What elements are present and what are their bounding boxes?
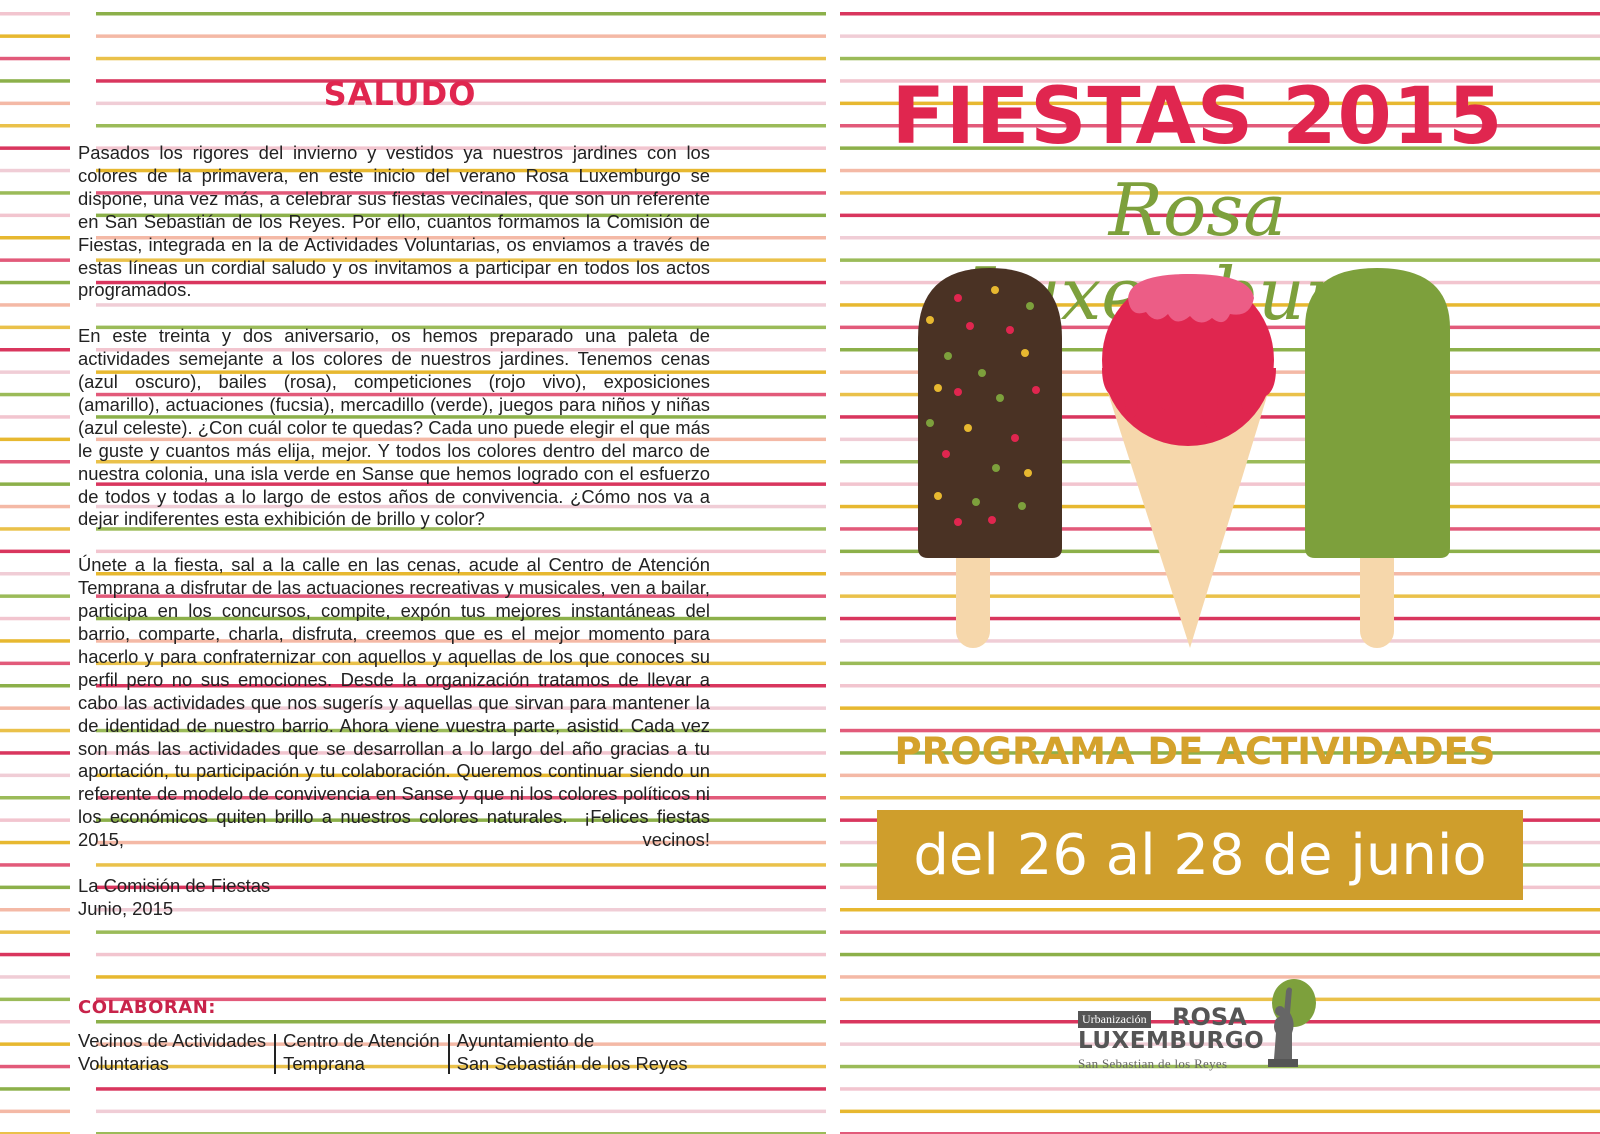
chocolate-popsicle-icon bbox=[918, 268, 1062, 648]
stripe bbox=[840, 12, 1600, 16]
signature-date: Junio, 2015 bbox=[78, 897, 174, 919]
stripe bbox=[96, 1087, 826, 1091]
collaborators-list bbox=[78, 1030, 688, 1076]
stripe bbox=[0, 102, 70, 106]
stripe bbox=[0, 191, 70, 195]
stripe bbox=[0, 214, 70, 218]
stripe bbox=[0, 1042, 70, 1046]
stripe bbox=[0, 79, 70, 83]
sprinkle bbox=[1006, 326, 1014, 334]
letter-paragraph-2: En este treinta y dos aniversario, os hemos preparado una paleta de actividades semejante a los colores de nuestros jardines. Tenemos cenas (azul oscuro), bailes (rosa), competiciones (rojo vivo), exposiciones (amarillo), actuaciones (fucsia), mercadillo (verde), juegos para niños y niñas (azul celeste). ¿Con cuál color te quedas? Cada uno puede elegir el que más le guste y cuantos más elija, mejor. Y todos los colores dentro del marco de nuestra colonia, una isla verde en Sanse que hemos logrado con el esfuerzo de todos y todas a lo largo de estos años de convivencia. ¿Cómo nos va a dejar indiferentes esta exhibición de brillo y color? bbox=[78, 325, 710, 530]
stripe bbox=[96, 953, 826, 957]
collaborator-divider bbox=[274, 1034, 276, 1074]
stripe bbox=[0, 886, 70, 890]
stripe bbox=[0, 662, 70, 666]
stripe bbox=[840, 706, 1600, 710]
sprinkle bbox=[926, 316, 934, 324]
stripe bbox=[0, 482, 70, 486]
stripe bbox=[840, 684, 1600, 688]
stripe bbox=[0, 706, 70, 710]
stripe bbox=[96, 12, 826, 16]
greeting-letter bbox=[78, 142, 710, 875]
stripe bbox=[0, 1065, 70, 1069]
stripe bbox=[0, 505, 70, 509]
stripe bbox=[840, 796, 1600, 800]
sprinkle bbox=[978, 369, 986, 377]
stripe bbox=[0, 438, 70, 442]
tree-statue-icon bbox=[1258, 977, 1318, 1069]
dates-banner bbox=[877, 810, 1523, 900]
green-popsicle-icon bbox=[1305, 268, 1450, 648]
stripe bbox=[0, 393, 70, 397]
collaborator-item bbox=[457, 1030, 688, 1076]
stripe bbox=[0, 1020, 70, 1024]
sprinkle bbox=[992, 464, 1000, 472]
sprinkle bbox=[988, 516, 996, 524]
colaboran-heading: COLABORAN: bbox=[78, 997, 216, 1018]
letter-paragraph-1: Pasados los rigores del invierno y vestidos ya nuestros jardines con los colores de la primavera, en este inicio del verano Rosa Luxemburgo se dispone, una vez más, a celebrar sus fiestas vecinales, que son un referente en San Sebastián de los Reyes. Por ello, cuantos formamos la Comisión de Fiestas, integrada en la de Actividades Voluntarias, os enviamos a través de estas líneas un cordial saludo y os invitamos a participar en todos los actos programados. bbox=[78, 142, 710, 301]
collaborator-item bbox=[78, 1030, 266, 1076]
stripe bbox=[0, 303, 70, 307]
sprinkle bbox=[996, 394, 1004, 402]
fiestas-title: FIESTAS 2015 bbox=[891, 72, 1504, 162]
stripe bbox=[0, 908, 70, 912]
collaborator-divider bbox=[448, 1034, 450, 1074]
sprinkle bbox=[1024, 469, 1032, 477]
sprinkle bbox=[964, 424, 972, 432]
ice-cream-cone-icon bbox=[1102, 274, 1276, 648]
sprinkle bbox=[1021, 349, 1029, 357]
stripe bbox=[0, 594, 70, 598]
stripe bbox=[0, 998, 70, 1002]
stripe bbox=[0, 617, 70, 621]
stripe bbox=[96, 57, 826, 61]
collaborator-line: Voluntarias bbox=[78, 1052, 169, 1074]
dates-text: del 26 al 28 de junio bbox=[913, 822, 1487, 888]
stripe bbox=[0, 684, 70, 688]
stripe bbox=[0, 550, 70, 554]
stripe bbox=[0, 572, 70, 576]
program-heading: PROGRAMA DE ACTIVIDADES bbox=[894, 730, 1496, 773]
stripe bbox=[0, 124, 70, 128]
stripe bbox=[0, 729, 70, 733]
stripe bbox=[0, 930, 70, 934]
rosa-luxemburgo-subtitle: Rosa bbox=[1108, 168, 1287, 252]
logo-name-rosa: ROSA bbox=[1172, 1003, 1247, 1031]
collaborator-line: San Sebastián de los Reyes bbox=[456, 1052, 688, 1074]
stripe bbox=[0, 370, 70, 374]
signature bbox=[78, 875, 270, 921]
stripe bbox=[840, 774, 1600, 778]
stripe bbox=[0, 639, 70, 643]
sprinkle bbox=[954, 518, 962, 526]
stripe bbox=[840, 34, 1600, 38]
stripe bbox=[96, 1020, 826, 1024]
collaborator-line: Centro de Atención bbox=[283, 1030, 440, 1051]
letter-paragraph-3-text: Únete a la fiesta, sal a la calle en las cenas, acude al Centro de Atención Temprana a disfrutar de las actuaciones recreativas y musicales, ven a bailar, participa en los concursos, compite, expón tus mejores instantáneas del barrio, comparte, charla, disfruta, creemos que es el mejor momento para hacerlo y para confraternizar con aquellos y aquellas de los que conoces su perfil pero no sus emociones. Desde la organización tratamos de llevar a cabo las actividades que nos sugerís y aquellas que sirvan para mantener la de identidad de nuestro barrio. Ahora viene vuestra parte, asistid. Cada vez son más las actividades que se desarrollan a lo largo del año gracias a tu aportación, tu participación y tu colaboración. Queremos continuar siendo un referente de modelo de convivencia en Sanse y que ni los colores políticos ni los económicos quiten brillo a nuestros colores naturales. bbox=[78, 554, 710, 828]
ice-cream-illustration bbox=[900, 268, 1480, 658]
stripe bbox=[0, 841, 70, 845]
sprinkle bbox=[926, 419, 934, 427]
stripe bbox=[96, 975, 826, 979]
sprinkle bbox=[944, 352, 952, 360]
sprinkle bbox=[954, 388, 962, 396]
sprinkle bbox=[966, 322, 974, 330]
sprinkle bbox=[934, 384, 942, 392]
letter-paragraph-3 bbox=[78, 554, 710, 852]
sprinkle bbox=[1026, 302, 1034, 310]
stripe bbox=[0, 236, 70, 240]
stripe bbox=[840, 930, 1600, 934]
collaborator-item bbox=[283, 1030, 439, 1076]
urbanizacion-logo bbox=[1078, 977, 1348, 1072]
stripe bbox=[0, 460, 70, 464]
stripe bbox=[96, 1110, 826, 1114]
stripe bbox=[0, 258, 70, 262]
stripe bbox=[0, 975, 70, 979]
stripe bbox=[0, 326, 70, 330]
stripe bbox=[0, 12, 70, 16]
sprinkle bbox=[972, 498, 980, 506]
stripe bbox=[0, 348, 70, 352]
stripe bbox=[0, 863, 70, 867]
stripe bbox=[840, 1110, 1600, 1114]
logo-badge: Urbanización bbox=[1078, 1011, 1151, 1028]
sprinkle bbox=[942, 450, 950, 458]
stripe bbox=[0, 527, 70, 531]
stripe bbox=[96, 34, 826, 38]
stripe bbox=[0, 796, 70, 800]
stripe bbox=[96, 930, 826, 934]
collaborator-line: Temprana bbox=[283, 1052, 365, 1074]
stripe bbox=[0, 1087, 70, 1091]
logo-name-luxemburgo: LUXEMBURGO bbox=[1078, 1028, 1265, 1054]
collaborator-line: Vecinos de Actividades bbox=[78, 1030, 267, 1051]
stripe bbox=[0, 751, 70, 755]
stripe bbox=[0, 1110, 70, 1114]
stripe bbox=[0, 415, 70, 419]
stripe bbox=[0, 818, 70, 822]
sprinkle bbox=[1011, 434, 1019, 442]
stripe bbox=[840, 57, 1600, 61]
stripe bbox=[0, 953, 70, 957]
stripe bbox=[0, 57, 70, 61]
stripe bbox=[0, 281, 70, 285]
closing-exclamation: ¡Felices fiestas 2015, vecinos! bbox=[78, 806, 711, 851]
sprinkle bbox=[934, 492, 942, 500]
stripe bbox=[0, 774, 70, 778]
stripe bbox=[0, 34, 70, 38]
sprinkle bbox=[954, 294, 962, 302]
collaborator-line: Ayuntamiento de bbox=[456, 1030, 595, 1051]
stripe bbox=[0, 146, 70, 150]
sprinkle bbox=[1018, 502, 1026, 510]
stripe bbox=[0, 169, 70, 173]
sprinkle bbox=[1032, 386, 1040, 394]
stripe bbox=[840, 953, 1600, 957]
stripe bbox=[96, 124, 826, 128]
stripe bbox=[840, 1087, 1600, 1091]
sprinkle bbox=[991, 286, 999, 294]
logo-town: San Sebastian de los Reyes bbox=[1078, 1056, 1228, 1071]
saludo-heading: SALUDO bbox=[323, 75, 477, 113]
signature-name: La Comisión de Fiestas bbox=[78, 875, 271, 896]
stripe bbox=[840, 662, 1600, 666]
stripe bbox=[840, 908, 1600, 912]
